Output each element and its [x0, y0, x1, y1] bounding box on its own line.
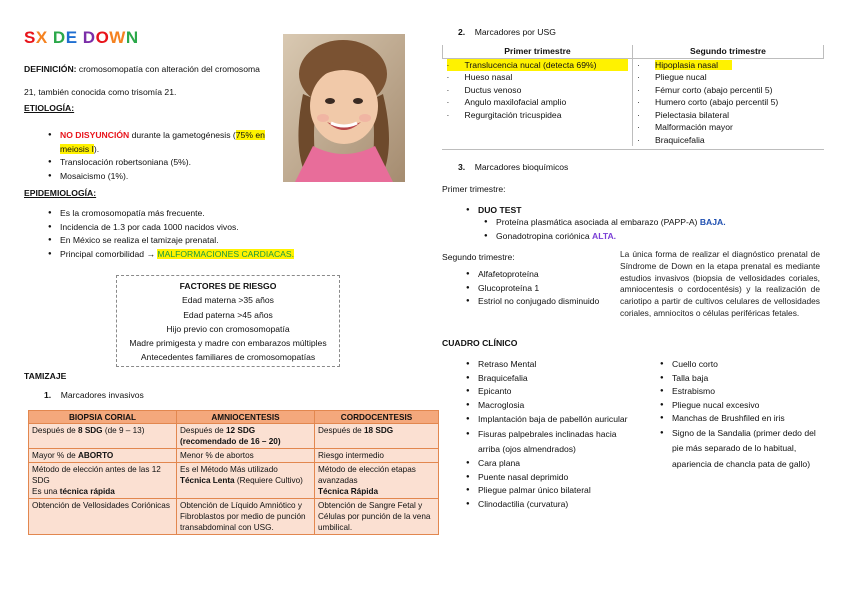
child-photo [283, 34, 405, 182]
title-letter: X [35, 28, 48, 47]
clinical-heading: CUADRO CLÍNICO [442, 338, 518, 348]
definition [24, 58, 282, 104]
list-item: ● Pliegue palmar único bilateral [466, 484, 634, 498]
list-item: ● Talla baja [660, 372, 820, 386]
risk-item: Edad materna >35 años [182, 295, 274, 306]
list-item: ● Macroglosia [466, 399, 634, 413]
list-item: ● Implantación baja de pabellón auricular [466, 412, 634, 427]
list-item: ● Translocación robertsoniana (5%). [48, 156, 284, 170]
list-item: ● Cuello corto [660, 358, 820, 372]
epidemiology-list [48, 207, 348, 261]
list-item: ● Gonadotropina coriónica ALTA. [484, 230, 824, 244]
page-title [24, 28, 139, 48]
title-letter: W [109, 28, 126, 47]
duo-test-sublist [484, 216, 824, 243]
usg-markers-table [442, 45, 824, 146]
diagnosis-note: La única forma de realizar el diagnóstico prenatal de Síndrome de Down en la etapa prenatal es mediante estudios invasivos (biopsia de vellosidades coriales, amniocentesis o cordocentésis) y la realización de cariotipo a partir de cultivos celulares de vellosidades coriales, amniocitos o células periféricas fetales. [620, 249, 820, 318]
table-header: CORDOCENTESIS [315, 411, 439, 424]
list-item: ● Glucoproteína 1 [466, 282, 616, 296]
biochem-heading: 3. Marcadores bioquímicos [458, 162, 569, 172]
list-item: ● Puente nasal deprimido [466, 471, 634, 485]
etiology-heading: ETIOLOGÍA: [24, 103, 75, 113]
table-row: Obtención de Vellosidades Coriónicas Obtención de Líquido Amniótico y Fibroblastos por medio de punción transabdominal con USG. Obtención de Sangre Fetal y Células por punción de la vena umbilical. [29, 499, 439, 535]
risk-item: Edad paterna >45 años [183, 309, 273, 320]
screening-heading: TAMIZAJE [24, 371, 67, 381]
list-item: ● Incidencia de 1.3 por cada 1000 nacidos vivos. [48, 221, 348, 235]
invasive-markers-table [28, 410, 439, 535]
title-letter: D [52, 28, 66, 47]
list-item: ● Fisuras palpebrales inclinadas hacia arriba (ojos almendrados) [466, 427, 634, 457]
second-trimester-label: Segundo trimestre: [442, 252, 515, 262]
etiology-list [48, 129, 284, 183]
definition-label: DEFINICIÓN: [24, 64, 77, 74]
definition-text-1: cromosomopatía con alteración del cromosoma [76, 64, 260, 74]
list-item: ● Epicanto [466, 385, 634, 399]
table-header: Primer trimestre [443, 45, 633, 58]
list-item: ● Cara plana [466, 457, 634, 471]
second-trimester-list [466, 268, 616, 309]
risk-item: Antecedentes familiares de cromosomopatías [140, 352, 316, 363]
list-item: ● DUO TEST [466, 204, 521, 218]
list-item: ● En México se realiza el tamizaje prenatal. [48, 234, 348, 248]
table-row: Mayor % de ABORTO Menor % de abortos Riesgo intermedio [29, 449, 439, 463]
table-header: Segundo trimestre [633, 45, 824, 58]
title-letter: D [82, 28, 96, 47]
usg-heading: 2. Marcadores por USG [458, 27, 556, 37]
list-item: ● Estrabismo [660, 385, 820, 399]
list-item: ● Clinodactilia (curvatura) [466, 498, 634, 512]
list-item: ● Signo de la Sandalia (primer dedo del pie más separado de lo habitual, apariencia de chancla pata de gallo) [660, 426, 820, 473]
clinical-list-right [660, 358, 820, 472]
invasive-subheading: 1. Marcadores invasivos [44, 390, 144, 400]
table-header: BIOPSIA CORIAL [29, 411, 177, 424]
list-item: ● Manchas de Brushfiled en iris [660, 412, 820, 426]
list-item: ● Principal comorbilidad → MALFORMACIONES CARDIACAS. [48, 248, 348, 262]
list-item: ● Braquicefalia [466, 372, 634, 386]
list-item: ● Proteína plasmática asociada al embarazo (PAPP-A) BAJA. [484, 216, 824, 230]
title-letter: S [24, 28, 36, 47]
usg-first-trimester: · Translucencia nucal (detecta 69%) · Hueso nasal · Ductus venoso · Angulo maxilofacial amplio · Regurgitación tricuspidea [443, 58, 633, 146]
table-header: AMNIOCENTESIS [177, 411, 315, 424]
risk-item: Hijo previo con cromosomopatía [166, 323, 290, 334]
list-item: ● Estriol no conjugado disminuido [466, 295, 616, 309]
usg-table-bottom-rule [442, 149, 824, 150]
table-row: Después de 8 SDG (de 9 – 13) Después de 12 SDG (recomendado de 16 – 20) Después de 18 SDG [29, 424, 439, 449]
list-item: ● Es la cromosomopatía más frecuente. [48, 207, 348, 221]
list-item: ● Retraso Mental [466, 358, 634, 372]
clinical-list-left [466, 358, 634, 511]
usg-second-trimester: · Hipoplasia nasal · Pliegue nucal · Fémur corto (abajo percentil 5) · Humero corto (abajo percentil 5) · Pielectasia bilateral · Malformación mayor · Braquicefalia [637, 59, 779, 145]
list-item: ● Alfafetoproteína [466, 268, 616, 282]
list-item: ● NO DISYUNCIÓN durante la gametogénesis (75% en meiosis I). [48, 129, 284, 156]
risk-heading: FACTORES DE RIESGO [179, 281, 277, 291]
title-letter: O [95, 28, 110, 47]
title-letter: N [125, 28, 139, 47]
table-row: Método de elección antes de las 12 SDG Es una técnica rápida Es el Método Más utilizado Técnica Lenta (Requiere Cultivo) Método de elección etapas avanzadas Técnica Rápida [29, 463, 439, 499]
list-item: ● Mosaicismo (1%). [48, 170, 284, 184]
first-trimester-label: Primer trimestre: [442, 184, 506, 194]
epidemiology-heading: EPIDEMIOLOGÍA: [24, 188, 97, 198]
list-item: ● Pliegue nucal excesivo [660, 399, 820, 413]
risk-factors-box [116, 275, 340, 367]
definition-text-2: 21, también conocida como trisomía 21. [24, 87, 177, 97]
risk-item: Madre primigesta y madre con embarazos múltiples [129, 338, 327, 349]
title-letter: E [65, 28, 78, 47]
